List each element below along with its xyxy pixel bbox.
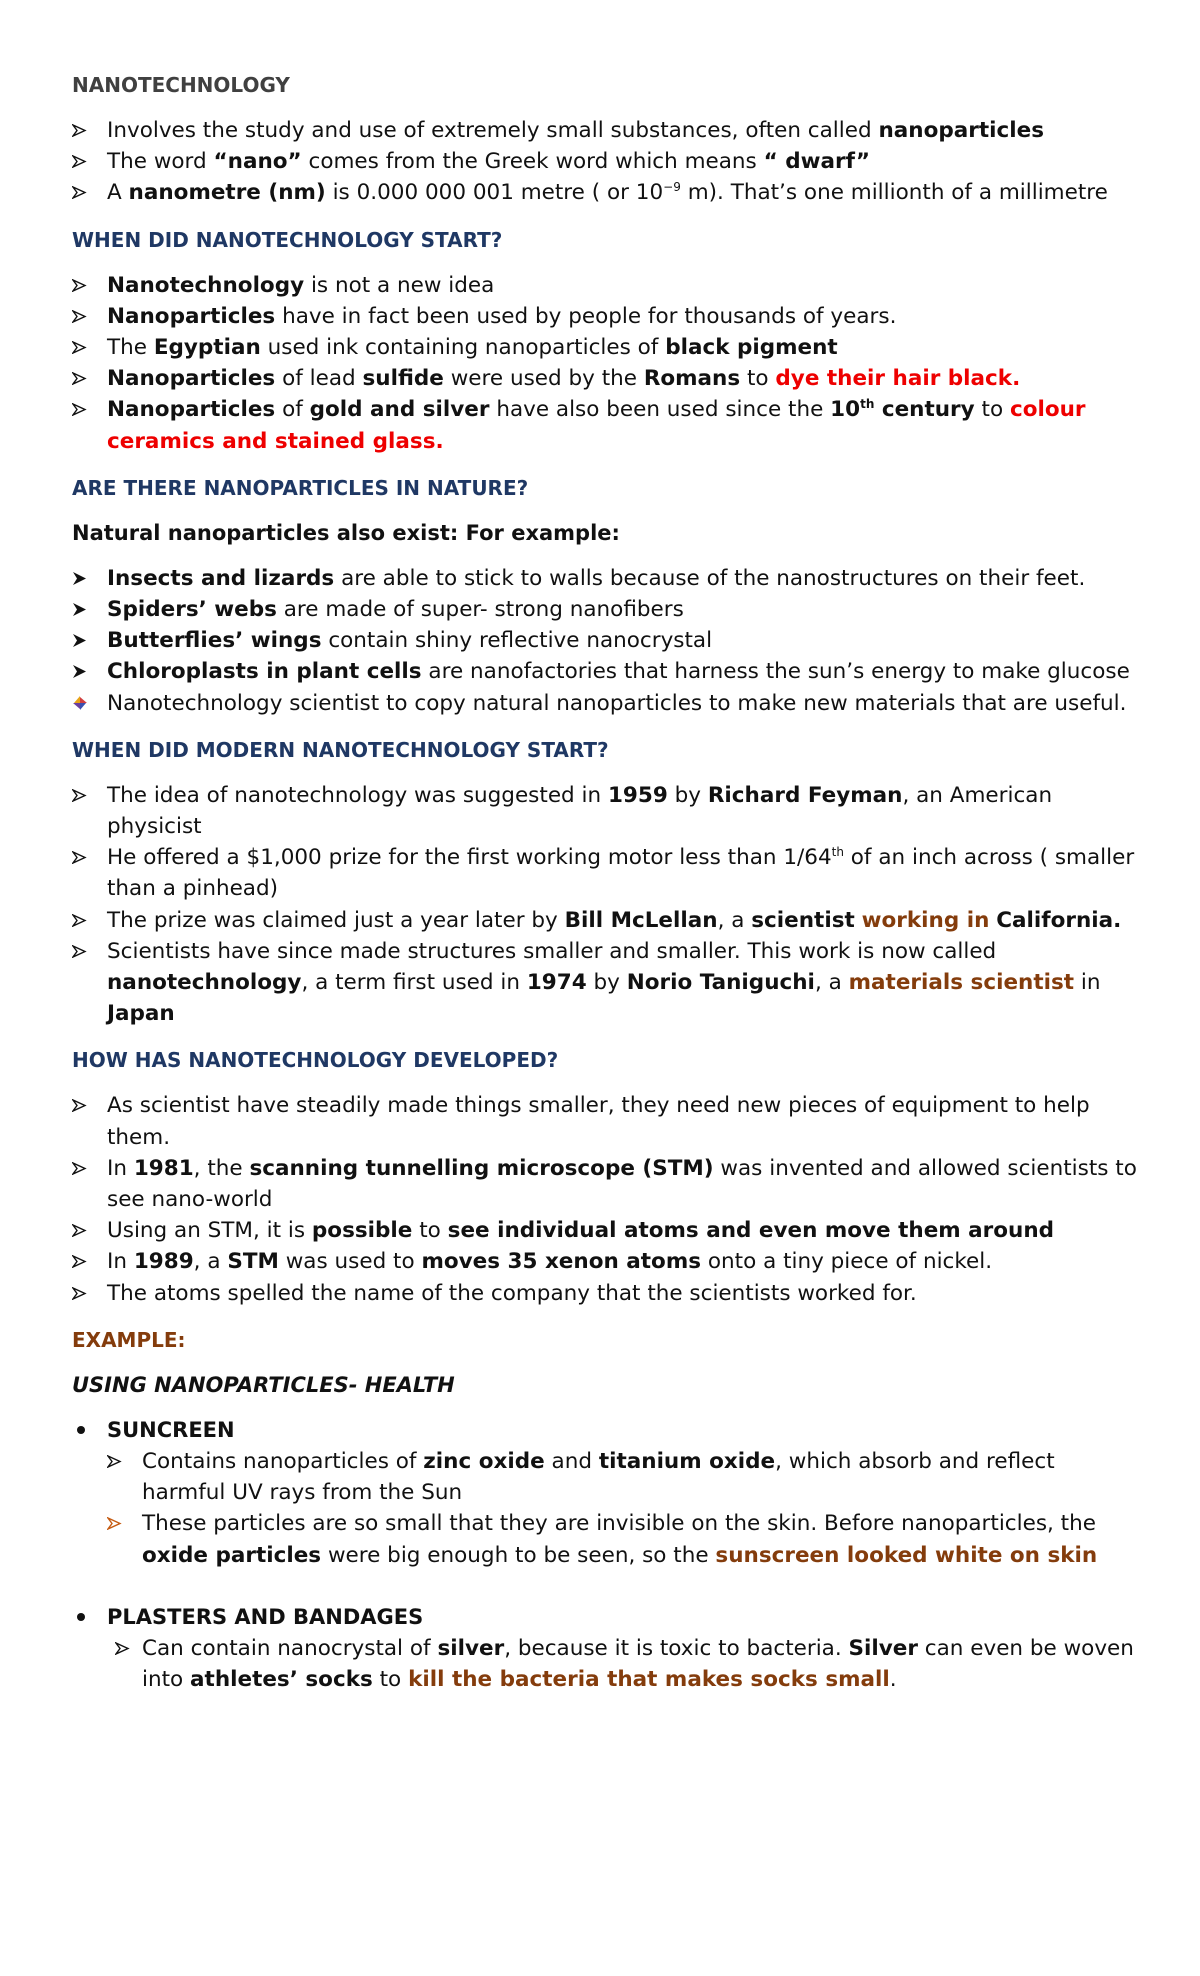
list-item: Can contain nanocrystal of silver, because it is toxic to bacteria. Silver can even be woven into athletes’ socks to kill the bacteria that makes socks small. bbox=[107, 1633, 1142, 1695]
solid-arrow-bullet-icon bbox=[72, 633, 87, 648]
arrow-bullet-icon bbox=[72, 310, 87, 323]
list-item bbox=[72, 1415, 1142, 1571]
arrow-bullet-icon bbox=[107, 1455, 122, 1468]
list-item: The atoms spelled the name of the company that the scientists worked for. bbox=[72, 1278, 1142, 1309]
arrow-bullet-icon bbox=[72, 1224, 87, 1237]
solid-arrow-bullet-icon bbox=[72, 602, 87, 617]
section-heading: WHEN DID NANOTECHNOLOGY START? bbox=[72, 227, 503, 252]
arrow-bullet-icon bbox=[72, 789, 87, 802]
list-item: As scientist have steadily made things smaller, they need new pieces of equipment to help them. bbox=[72, 1090, 1142, 1152]
solid-arrow-bullet-icon bbox=[72, 664, 87, 679]
arrow-bullet-icon bbox=[72, 851, 87, 864]
section-heading: ARE THERE NANOPARTICLES IN NATURE? bbox=[72, 475, 529, 500]
list-item: A nanometre (nm) is 0.000 000 001 metre ( or $10^{-9}$ m). That’s one millionth of a millimetre bbox=[72, 177, 1142, 208]
list-item bbox=[72, 1602, 1142, 1695]
item-heading: SUNCREEN bbox=[107, 1417, 235, 1442]
arrow-bullet-icon bbox=[72, 341, 87, 354]
arrow-bullet-icon bbox=[72, 186, 87, 199]
section-list bbox=[72, 1090, 1142, 1308]
list-item: Scientists have since made structures smaller and smaller. This work is now called nanotechnology, a term first used in 1974 by Norio Taniguchi, a materials scientist in Japan bbox=[72, 936, 1142, 1030]
arrow-bullet-icon bbox=[72, 1255, 87, 1268]
list-item: In 1989, a STM was used to moves 35 xenon atoms onto a tiny piece of nickel. bbox=[72, 1246, 1142, 1277]
list-item: Involves the study and use of extremely small substances, often called nanoparticles bbox=[72, 115, 1142, 146]
list-item: He offered a $1,000 prize for the first working motor less than 1/64th of an inch across ( smaller than a pinhead) bbox=[72, 842, 1142, 904]
list-item: Nanotechnology scientist to copy natural nanoparticles to make new materials that are useful. bbox=[72, 688, 1142, 719]
example-heading: EXAMPLE: bbox=[72, 1327, 186, 1352]
list-item: The prize was claimed just a year later by Bill McLellan, a scientist working in California. bbox=[72, 905, 1142, 936]
arrow-bullet-icon bbox=[72, 403, 87, 416]
section-list bbox=[72, 780, 1142, 1030]
list-item: Nanoparticles have in fact been used by people for thousands of years. bbox=[72, 301, 1142, 332]
section-list bbox=[72, 563, 1142, 719]
list-item: In 1981, the scanning tunnelling microscope (STM) was invented and allowed scientists to see nano-world bbox=[72, 1153, 1142, 1215]
page-title: NANOTECHNOLOGY bbox=[72, 73, 290, 97]
arrow-bullet-icon bbox=[72, 279, 87, 292]
list-item: The idea of nanotechnology was suggested in 1959 by Richard Feyman, an American physicist bbox=[72, 780, 1142, 842]
sub-list bbox=[107, 1446, 1142, 1571]
list-item: Spiders’ webs are made of super- strong nanofibers bbox=[72, 594, 1142, 625]
list-item: Nanoparticles of gold and silver have also been used since the 10th century to colour ceramics and stained glass. bbox=[72, 394, 1142, 456]
arrow-bullet-icon bbox=[72, 372, 87, 385]
arrow-bullet-icon bbox=[72, 124, 87, 137]
arrow-bullet-icon bbox=[72, 1162, 87, 1175]
pinwheel-bullet-icon bbox=[72, 695, 88, 711]
sub-list bbox=[107, 1633, 1142, 1695]
section-list bbox=[72, 270, 1142, 457]
list-item: Chloroplasts in plant cells are nanofactories that harness the sun’s energy to make glucose bbox=[72, 656, 1142, 687]
arrow-bullet-icon bbox=[72, 1287, 87, 1300]
list-item: Nanoparticles of lead sulfide were used by the Romans to dye their hair black. bbox=[72, 363, 1142, 394]
arrow-bullet-icon bbox=[107, 1517, 122, 1530]
item-heading: PLASTERS AND BANDAGES bbox=[107, 1604, 424, 1629]
lead-text: Natural nanoparticles also exist: For example: bbox=[72, 520, 620, 545]
section-heading: HOW HAS NANOTECHNOLOGY DEVELOPED? bbox=[72, 1048, 559, 1073]
arrow-bullet-icon bbox=[72, 945, 87, 958]
example-subtitle: USING NANOPARTICLES- HEALTH bbox=[72, 1372, 455, 1397]
list-item: Insects and lizards are able to stick to walls because of the nanostructures on their feet. bbox=[72, 563, 1142, 594]
list-item: Contains nanoparticles of zinc oxide and titanium oxide, which absorb and reflect harmful UV rays from the Sun bbox=[107, 1446, 1142, 1508]
example-list bbox=[72, 1415, 1142, 1695]
intro-list bbox=[72, 115, 1142, 209]
dot-bullet-icon bbox=[77, 1426, 85, 1434]
list-item: Butterflies’ wings contain shiny reflective nanocrystal bbox=[72, 625, 1142, 656]
list-item: These particles are so small that they are invisible on the skin. Before nanoparticles, the oxide particles were big enough to be seen, so the sunscreen looked white on skin bbox=[107, 1508, 1142, 1570]
arrow-bullet-icon bbox=[72, 914, 87, 927]
dot-bullet-icon bbox=[77, 1613, 85, 1621]
solid-arrow-bullet-icon bbox=[72, 571, 87, 586]
list-item: The word “nano” comes from the Greek word which means “ dwarf” bbox=[72, 146, 1142, 177]
section-heading: WHEN DID MODERN NANOTECHNOLOGY START? bbox=[72, 737, 609, 762]
arrow-bullet-icon bbox=[72, 1099, 87, 1112]
arrow-bullet-icon bbox=[115, 1642, 130, 1655]
spacer bbox=[72, 1571, 1142, 1602]
list-item: Nanotechnology is not a new idea bbox=[72, 270, 1142, 301]
document-page bbox=[72, 70, 1142, 1695]
list-item: Using an STM, it is possible to see individual atoms and even move them around bbox=[72, 1215, 1142, 1246]
list-item: The Egyptian used ink containing nanoparticles of black pigment bbox=[72, 332, 1142, 363]
arrow-bullet-icon bbox=[72, 155, 87, 168]
